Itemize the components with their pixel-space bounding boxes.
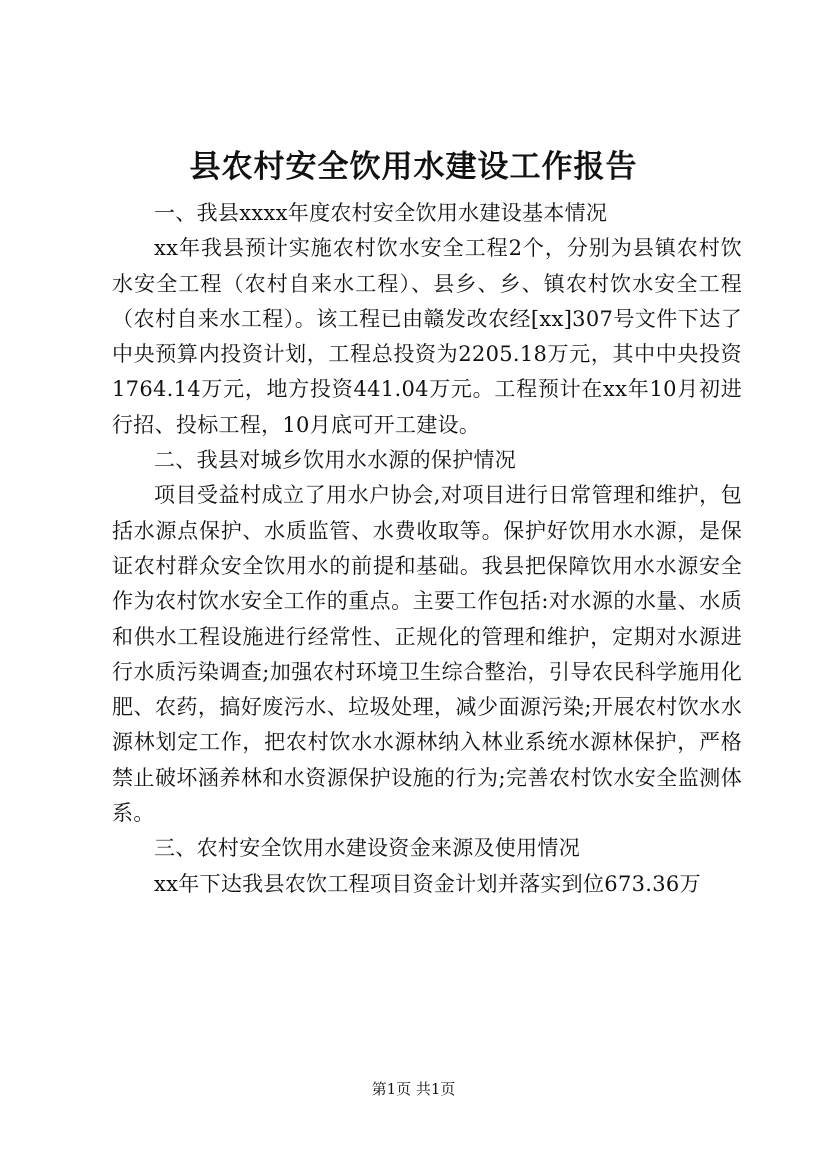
page-footer: 第1页 共1页: [371, 1080, 456, 1098]
section-paragraph-1: xx年我县预计实施农村饮水安全工程2个，分别为县镇农村饮水安全工程（农村自来水工程）、县乡、乡、镇农村饮水安全工程（农村自来水工程）。该工程已由赣发改农经[xx]307号文件下达了中央预算内投资计划，工程总投资为2205.18万元，其中中央投资1764.14万元，地方投资441.04万元。工程预计在xx年10月初进行招、投标工程，10月底可开工建设。: [112, 236, 742, 437]
section-heading-2: 二、我县对城乡饮用水水源的保护情况: [154, 448, 517, 473]
section-heading-3: 三、农村安全饮用水建设资金来源及使用情况: [154, 836, 580, 861]
section-paragraph-2: 项目受益村成立了用水户协会,对项目进行日常管理和维护，包括水源点保护、水质监管、水费收取等。保护好饮用水水源，是保证农村群众安全饮用水的前提和基础。我县把保障饮用水水源安全作为农村饮水安全工作的重点。主要工作包括:对水源的水量、水质和供水工程设施进行经常性、正规化的管理和维护，定期对水源进行水质污染调查;加强农村环境卫生综合整治，引导农民科学施用化肥、农药，搞好废污水、垃圾处理，减少面源污染;开展农村饮水水源林划定工作，把农村饮水水源林纳入林业系统水源林保护，严格禁止破坏涵养林和水资源保护设施的行为;完善农村饮水安全监测体系。: [112, 483, 742, 826]
section-paragraph-3: xx年下达我县农饮工程项目资金计划并落实到位673.36万: [154, 871, 701, 896]
document-body: [112, 196, 742, 902]
document-title: 县农村安全饮用水建设工作报告: [189, 149, 638, 185]
section-heading-1: 一、我县xxxx年度农村安全饮用水建设基本情况: [154, 201, 608, 225]
